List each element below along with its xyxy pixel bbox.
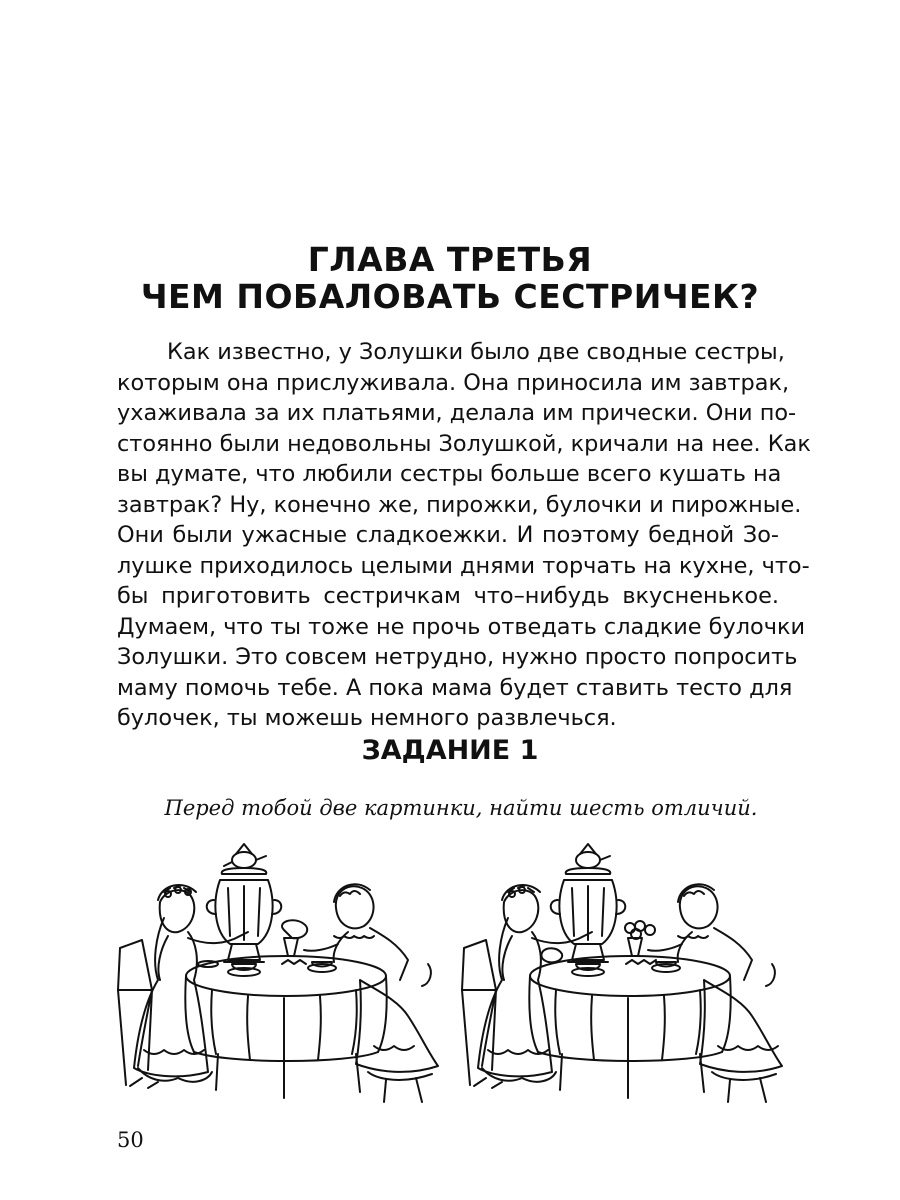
paragraph-line: завтрак? Ну, конечно же, пирожки, булочки и пирожные.: [117, 491, 802, 518]
paragraph-line: вы думате, что любили сестры больше всего кушать на: [117, 461, 782, 487]
body-paragraph: [117, 337, 811, 734]
paragraph-line: бы приготовить сестричкам что–нибудь вкусненькое.: [117, 583, 779, 609]
lady-right: [648, 884, 782, 1102]
paragraph-line: Как известно, у Золушки было две сводные сестры,: [167, 339, 785, 365]
tea-party-illustration-icon: [108, 840, 453, 1105]
paragraph-line: стоянно были недовольны Золушкой, кричали на нее. Как: [117, 430, 811, 457]
tea-party-illustration-icon: [452, 840, 797, 1105]
page-number: 50: [117, 1128, 144, 1152]
lady-right: [304, 884, 438, 1102]
paragraph-line: ухаживала за их платьями, делала им прически. Они по-: [117, 400, 797, 426]
chapter-number: ГЛАВА ТРЕТЬЯ: [307, 240, 593, 279]
paragraph-line: лушке приходилось целыми днями торчать на кухне, что-: [117, 552, 810, 579]
paragraph-line: булочек, ты можешь немного развлечься.: [117, 705, 617, 731]
task-instruction: Перед тобой две картинки, найти шесть отличий.: [164, 796, 758, 820]
table: [185, 956, 386, 1098]
paragraph-line: которым она прислуживала. Она приносила им завтрак,: [117, 369, 790, 396]
paragraph-line: Думаем, что ты тоже не прочь отведать сладкие булочки: [117, 613, 806, 640]
paragraph-line: Они были ужасные сладкоежки. И поэтому бедной Зо-: [117, 522, 779, 548]
task-title: ЗАДАНИЕ 1: [361, 735, 539, 766]
paragraph-line: Золушки. Это совсем нетрудно, нужно просто попросить: [117, 644, 798, 670]
samovar: [207, 844, 282, 962]
samovar: [551, 844, 626, 962]
table: [529, 956, 730, 1098]
paragraph-line: маму помочь тебе. А пока мама будет ставить тесто для: [117, 674, 793, 701]
chapter-title: ЧЕМ ПОБАЛОВАТЬ СЕСТРИЧЕК?: [140, 277, 760, 316]
